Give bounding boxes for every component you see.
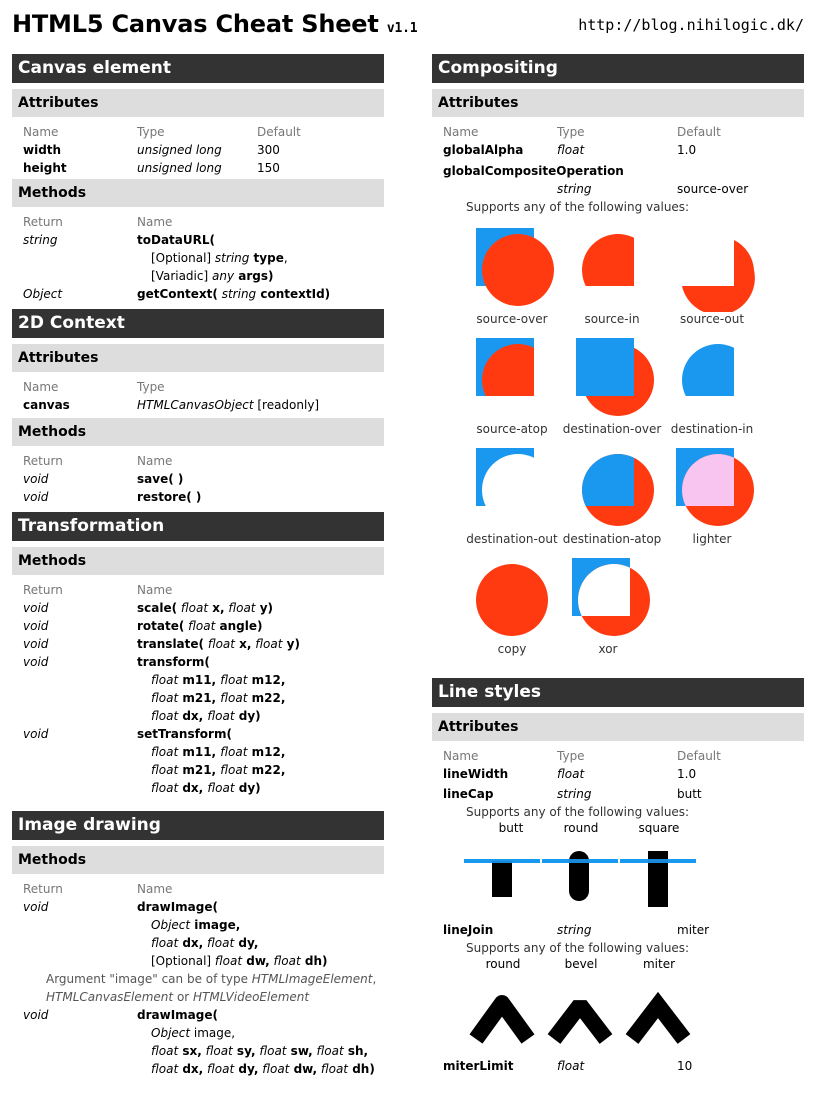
arg-type: float: [207, 709, 235, 723]
arg-type: float: [220, 673, 248, 687]
method-arg-line: [137, 249, 288, 267]
arg-modifier: [Variadic]: [151, 269, 212, 283]
arg-name: x,: [234, 637, 252, 651]
op-destination-out: [462, 444, 562, 546]
table-header: [23, 579, 384, 599]
attr-type: string: [557, 923, 592, 937]
method-signature: [137, 635, 300, 653]
section-image-drawing: Image drawing: [12, 811, 384, 840]
arg-name: dy): [234, 781, 261, 795]
arg-name: m11,: [178, 745, 217, 759]
table-header: [23, 121, 384, 141]
header-return: Return: [23, 454, 63, 468]
arg-name: dx,: [178, 781, 204, 795]
version-label: v1.1: [386, 21, 418, 36]
op-label: source-over: [476, 312, 548, 326]
arg-name: contextId): [256, 287, 331, 301]
method-name: toDataURL(: [137, 233, 215, 247]
method-return: string: [23, 233, 58, 247]
arg-name: type: [249, 251, 284, 265]
cap-round-label: round: [563, 821, 599, 835]
header-name: Name: [137, 583, 173, 597]
arg-type: float: [214, 954, 243, 968]
join-miter-label: miter: [642, 957, 676, 971]
arg-type: float: [204, 637, 235, 651]
table-row: [23, 635, 384, 653]
attr-name: lineJoin: [443, 923, 494, 937]
header-return: Return: [23, 882, 63, 896]
cap-butt-label: butt: [498, 821, 524, 835]
attr-default: source-over: [677, 182, 749, 196]
method-arg-line: [137, 707, 261, 725]
table-row: [23, 898, 384, 916]
method-name: getContext(: [137, 287, 218, 301]
arg-name: m21,: [178, 691, 217, 705]
linecap-examples: [432, 821, 804, 921]
attr-type: unsigned long: [137, 161, 222, 175]
arg-type: float: [151, 1062, 179, 1076]
note-text: Argument "image" can be of type: [46, 972, 252, 986]
method-name: scale(: [137, 601, 178, 615]
attr-default: 1.0: [677, 143, 697, 157]
method-name: restore( ): [137, 490, 202, 504]
arg-name: dx,: [178, 1062, 204, 1076]
destination-over-diagram: [562, 334, 662, 422]
arg-name: dh): [300, 954, 328, 968]
arg-type: Object: [151, 918, 191, 932]
attr-type: float: [557, 143, 585, 157]
table-row: [23, 671, 384, 689]
section-canvas-element: Canvas element: [12, 54, 384, 83]
subsection-image-methods: Methods: [12, 846, 384, 874]
miter-limit-table: [432, 1057, 804, 1075]
method-arg-line: [137, 1024, 235, 1042]
arg-type: string: [214, 251, 250, 265]
title-text: HTML5 Canvas Cheat Sheet: [12, 10, 379, 38]
table-row: [23, 285, 384, 303]
arg-type: float: [151, 763, 179, 777]
line-attributes-table: [432, 745, 804, 803]
table-row: [23, 267, 384, 285]
op-label: lighter: [692, 532, 732, 546]
table-row: [443, 141, 804, 159]
copy-diagram: [462, 554, 562, 642]
page-title: [12, 10, 417, 38]
arg-name: dh): [348, 1062, 375, 1076]
2d-methods-table: [12, 450, 384, 506]
attr-default: 300: [257, 143, 280, 157]
destination-out-diagram: [462, 444, 562, 532]
table-header: [23, 878, 384, 898]
op-label: destination-in: [670, 422, 754, 436]
arg-name: dx,: [178, 936, 204, 950]
table-row: [23, 396, 384, 414]
attr-type: float: [557, 1059, 585, 1073]
arg-sep: ,: [283, 251, 288, 265]
arg-type: Object: [151, 1026, 191, 1040]
attr-type: string: [557, 787, 592, 801]
method-arg-line: [137, 916, 240, 934]
table-row: [23, 470, 384, 488]
op-lighter: [662, 444, 762, 546]
line-join-table: [432, 921, 804, 939]
table-row: [443, 1057, 804, 1075]
method-name: transform(: [137, 655, 210, 669]
arg-type: float: [317, 1062, 349, 1076]
table-header: [443, 745, 804, 765]
method-return: void: [23, 727, 49, 741]
arg-name: dw,: [242, 954, 270, 968]
attr-name: canvas: [23, 398, 70, 412]
subsection-2d-attributes: Attributes: [12, 344, 384, 372]
method-arg-line: [137, 1060, 375, 1078]
blog-url: http://blog.nihilogic.dk/: [578, 16, 804, 34]
method-return: void: [23, 900, 49, 914]
op-label: xor: [598, 642, 618, 656]
method-arg-line: [137, 952, 328, 970]
arg-name: args): [234, 269, 274, 283]
attr-type: unsigned long: [137, 143, 222, 157]
note-type: HTMLVideoElement: [193, 990, 310, 1004]
table-row: [23, 159, 384, 177]
cap-square-label: square: [638, 821, 680, 835]
table-row: [23, 952, 384, 970]
attr-default: 10: [677, 1059, 693, 1073]
arg-type: float: [220, 691, 248, 705]
attr-type-cell: [137, 396, 319, 414]
arg-name: sy,: [232, 1044, 256, 1058]
section-transformation: Transformation: [12, 512, 384, 541]
compositing-supports-note: Supports any of the following values:: [466, 200, 690, 214]
table-row: [23, 231, 384, 249]
op-label: source-in: [584, 312, 640, 326]
linejoin-examples: [432, 957, 804, 1057]
image-type-note: [12, 970, 384, 1006]
header-name: Name: [23, 380, 59, 394]
table-row: [443, 180, 804, 198]
header-type: Type: [137, 380, 165, 394]
attr-name: globalAlpha: [443, 143, 524, 157]
op-source-over: [462, 224, 562, 326]
section-2d-context: 2D Context: [12, 309, 384, 338]
method-return: void: [23, 472, 49, 486]
attr-name: lineWidth: [443, 767, 509, 781]
source-atop-diagram: [462, 334, 562, 422]
arg-type: float: [151, 745, 179, 759]
join-round-label: round: [485, 957, 521, 971]
table-row: [23, 689, 384, 707]
arg-type: float: [203, 1062, 235, 1076]
arg-name: x,: [208, 601, 225, 615]
op-label: destination-out: [466, 532, 558, 546]
method-return: void: [23, 490, 49, 504]
arg-name: m22,: [247, 691, 286, 705]
header-name: Name: [137, 215, 173, 229]
right-column: [432, 54, 804, 1075]
arg-name: m12,: [247, 745, 286, 759]
method-name: drawImage(: [137, 1008, 218, 1022]
arg-name: image,: [190, 918, 241, 932]
arg-type: float: [207, 781, 235, 795]
table-row: [23, 934, 384, 952]
attr-default: 150: [257, 161, 280, 175]
table-row: [23, 249, 384, 267]
subsection-2d-methods: Methods: [12, 418, 384, 446]
arg-name: m22,: [247, 763, 286, 777]
arg-modifier: [Optional]: [151, 251, 215, 265]
attr-type: string: [557, 182, 592, 196]
method-arg-line: [137, 1042, 368, 1060]
method-name: translate(: [137, 637, 205, 651]
page-header: [12, 10, 804, 44]
section-compositing: Compositing: [432, 54, 804, 83]
table-header: [443, 121, 804, 141]
method-arg-line: [137, 267, 273, 285]
op-label: source-out: [679, 312, 745, 326]
source-in-diagram: [562, 224, 662, 312]
op-label: destination-over: [562, 422, 662, 436]
subsection-canvas-methods: Methods: [12, 179, 384, 207]
destination-atop-diagram: [562, 444, 662, 532]
table-row: [23, 1006, 384, 1024]
arg-type: float: [251, 637, 283, 651]
header-default: Default: [257, 125, 301, 139]
header-return: Return: [23, 583, 63, 597]
op-xor: [558, 554, 658, 656]
attr-name: miterLimit: [443, 1059, 514, 1073]
arg-type: float: [269, 954, 301, 968]
subsection-canvas-attributes: Attributes: [12, 89, 384, 117]
arg-type: float: [177, 601, 209, 615]
attr-name: lineCap: [443, 787, 494, 801]
header-name: Name: [137, 882, 173, 896]
arg-type: float: [258, 1062, 290, 1076]
subsection-transformation-methods: Methods: [12, 547, 384, 575]
table-row: [23, 779, 384, 797]
arg-name: dy): [234, 709, 261, 723]
section-line-styles: Line styles: [432, 678, 804, 707]
method-name: setTransform(: [137, 727, 232, 741]
subsection-compositing-attributes: Attributes: [432, 89, 804, 117]
canvas-methods-table: [12, 211, 384, 303]
arg-type: float: [224, 601, 256, 615]
arg-name: m21,: [178, 763, 217, 777]
attr-name: globalCompositeOperation: [443, 164, 624, 178]
header-name: Name: [23, 125, 59, 139]
linejoin-diagram: [462, 973, 732, 1049]
linecap-diagram: [462, 841, 722, 913]
arg-type: float: [151, 781, 179, 795]
header-return: Return: [23, 215, 63, 229]
header-default: Default: [677, 125, 721, 139]
table-row: [23, 488, 384, 506]
destination-in-diagram: [662, 334, 762, 422]
method-return: void: [23, 1008, 49, 1022]
arg-type: float: [151, 709, 179, 723]
image-methods-table-2: [12, 1006, 384, 1078]
op-source-atop: [462, 334, 562, 436]
method-return: void: [23, 637, 49, 651]
table-row: [23, 761, 384, 779]
table-row: [23, 1042, 384, 1060]
table-row: [23, 725, 384, 743]
xor-diagram: [558, 554, 658, 642]
method-return: void: [23, 601, 49, 615]
header-default: Default: [677, 749, 721, 763]
source-out-diagram: [662, 224, 762, 312]
note-type: HTMLImageElement: [251, 972, 373, 986]
left-column: [12, 54, 384, 1078]
table-row: [23, 617, 384, 635]
table-row: [23, 1060, 384, 1078]
method-arg-line: [137, 934, 258, 952]
arg-name: dw,: [289, 1062, 318, 1076]
arg-name: sw,: [286, 1044, 313, 1058]
method-name: drawImage(: [137, 900, 218, 914]
arg-name: dx,: [178, 709, 204, 723]
table-row: [23, 916, 384, 934]
arg-name: image,: [190, 1026, 236, 1040]
method-signature: [137, 285, 330, 303]
join-bevel-label: bevel: [564, 957, 598, 971]
op-destination-over: [562, 334, 662, 436]
table-row: [23, 1024, 384, 1042]
linecap-supports-note: Supports any of the following values:: [466, 805, 690, 819]
method-return: void: [23, 655, 49, 669]
composite-ops-grid: [432, 216, 804, 666]
arg-name: dy,: [234, 1062, 259, 1076]
method-arg-line: [137, 743, 285, 761]
canvas-attributes-table: [12, 121, 384, 177]
attr-name: width: [23, 143, 62, 157]
op-label: destination-atop: [562, 532, 662, 546]
arg-name: dy,: [234, 936, 259, 950]
subsection-line-attributes: Attributes: [432, 713, 804, 741]
table-row: [23, 707, 384, 725]
header-type: Type: [137, 125, 165, 139]
header-type: Type: [557, 125, 585, 139]
arg-name: sx,: [178, 1044, 202, 1058]
arg-type: string: [217, 287, 257, 301]
attr-default: miter: [677, 923, 710, 937]
header-type: Type: [557, 749, 585, 763]
arg-type: float: [184, 619, 216, 633]
header-name: Name: [443, 749, 479, 763]
arg-modifier: [Optional]: [151, 954, 215, 968]
table-row: [23, 141, 384, 159]
op-destination-atop: [562, 444, 662, 546]
table-header: [23, 376, 384, 396]
op-source-out: [662, 224, 762, 326]
transformation-methods-table: [12, 579, 384, 797]
op-destination-in: [662, 334, 762, 436]
header-name: Name: [137, 454, 173, 468]
linejoin-supports-note: Supports any of the following values:: [466, 941, 690, 955]
op-label: source-atop: [476, 422, 548, 436]
arg-type: float: [151, 1044, 179, 1058]
table-row: [23, 743, 384, 761]
method-arg-line: [137, 689, 285, 707]
method-arg-line: [137, 779, 261, 797]
arg-type: float: [220, 745, 248, 759]
arg-type: float: [312, 1044, 344, 1058]
table-row: [23, 599, 384, 617]
arg-name: m11,: [178, 673, 217, 687]
table-header: [23, 450, 384, 470]
table-header: [23, 211, 384, 231]
method-name: save( ): [137, 472, 184, 486]
method-return: void: [23, 619, 49, 633]
arg-type: float: [220, 763, 248, 777]
compositing-attributes-table: [432, 121, 804, 198]
arg-name: angle): [215, 619, 263, 633]
arg-type: float: [203, 936, 235, 950]
arg-name: sh,: [343, 1044, 369, 1058]
attr-type: float: [557, 767, 585, 781]
op-source-in: [562, 224, 662, 326]
attr-type: HTMLCanvasObject: [137, 398, 254, 412]
lighter-diagram: [662, 444, 762, 532]
arg-type: any: [211, 269, 235, 283]
attr-name: height: [23, 161, 67, 175]
arg-type: float: [151, 691, 179, 705]
method-return: Object: [23, 287, 63, 301]
arg-type: float: [151, 936, 179, 950]
note-text: or: [173, 990, 194, 1004]
arg-type: float: [255, 1044, 287, 1058]
op-copy: [462, 554, 562, 656]
table-row: [443, 921, 804, 939]
image-methods-table: [12, 878, 384, 970]
table-row: [443, 162, 804, 180]
attr-default: butt: [677, 787, 702, 801]
attr-default: 1.0: [677, 767, 697, 781]
table-row: [23, 653, 384, 671]
source-over-diagram: [462, 224, 562, 312]
method-signature: [137, 617, 262, 635]
table-row: [443, 765, 804, 783]
2d-attributes-table: [12, 376, 384, 414]
table-row: [443, 785, 804, 803]
attr-modifier: [readonly]: [253, 398, 320, 412]
arg-name: m12,: [247, 673, 286, 687]
arg-name: y): [282, 637, 300, 651]
method-arg-line: [137, 671, 285, 689]
method-arg-line: [137, 761, 285, 779]
arg-type: float: [151, 673, 179, 687]
method-signature: [137, 599, 273, 617]
note-type: HTMLCanvasElement: [46, 990, 174, 1004]
note-text: ,: [372, 972, 377, 986]
arg-name: y): [255, 601, 273, 615]
op-label: copy: [497, 642, 527, 656]
arg-type: float: [201, 1044, 233, 1058]
header-name: Name: [443, 125, 479, 139]
method-name: rotate(: [137, 619, 185, 633]
